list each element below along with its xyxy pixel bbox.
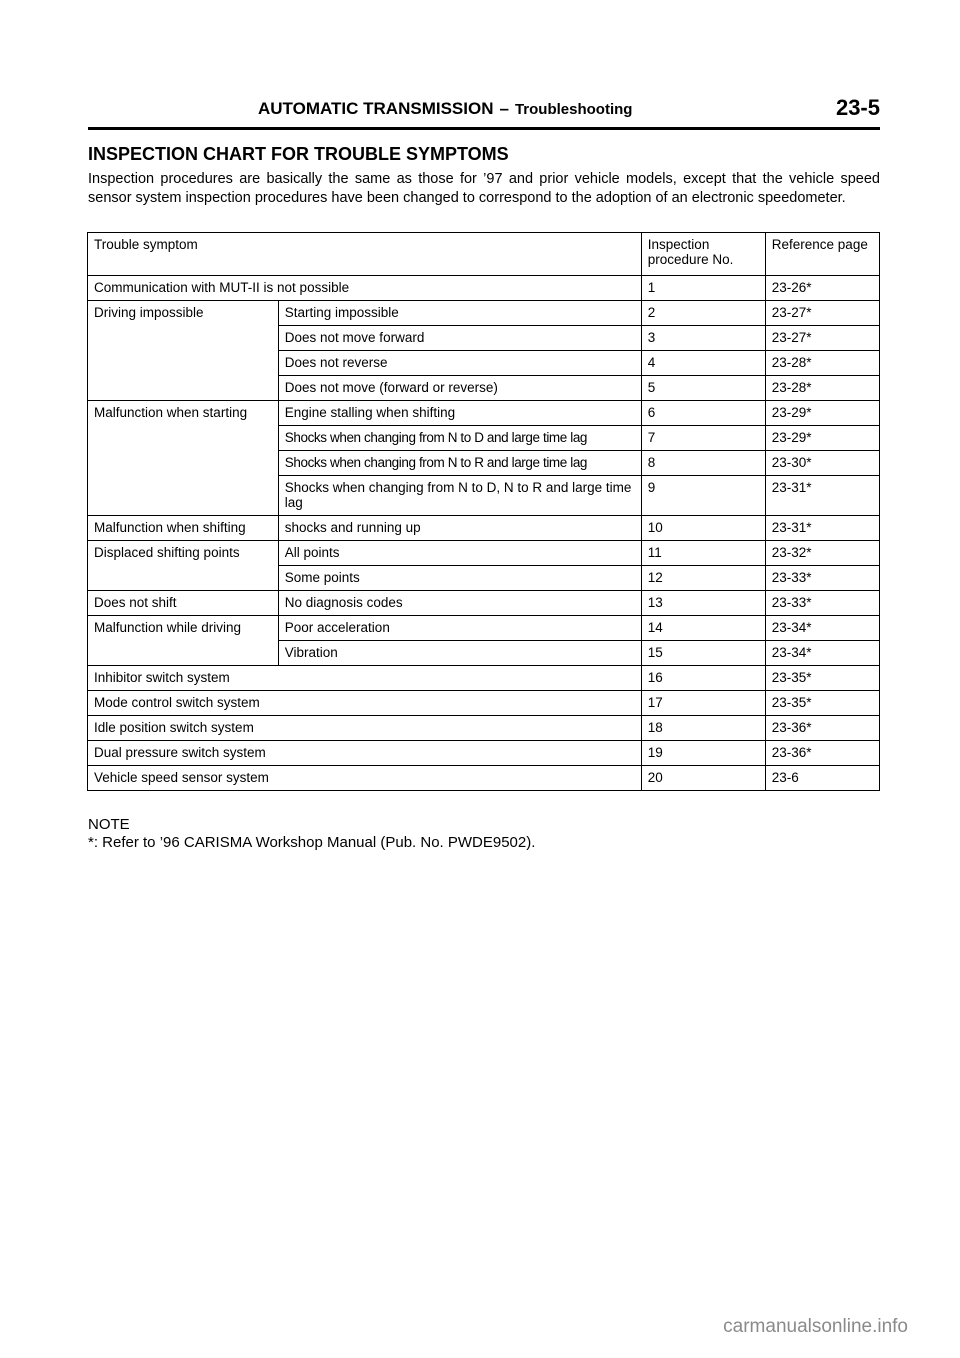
- reference-cell: 23-31*: [765, 476, 879, 516]
- table-row: [88, 276, 880, 301]
- header-reference-page: Reference page: [765, 233, 879, 276]
- table-row: [88, 666, 880, 691]
- watermark-text: carmanualsonline.info: [723, 1316, 908, 1337]
- reference-cell: 23-36*: [765, 716, 879, 741]
- detail-cell: Shocks when changing from N to R and large time lag: [278, 451, 641, 476]
- symptom-cell: Dual pressure switch system: [88, 741, 642, 766]
- reference-cell: 23-35*: [765, 691, 879, 716]
- reference-cell: 23-28*: [765, 351, 879, 376]
- reference-cell: 23-27*: [765, 326, 879, 351]
- procedure-no-cell: 5: [641, 376, 765, 401]
- symptom-cell: Idle position switch system: [88, 716, 642, 741]
- reference-cell: 23-29*: [765, 426, 879, 451]
- procedure-no-cell: 8: [641, 451, 765, 476]
- table-row: [88, 516, 880, 541]
- reference-cell: 23-27*: [765, 301, 879, 326]
- procedure-no-cell: 19: [641, 741, 765, 766]
- header-separator: –: [499, 99, 509, 118]
- inspection-chart-table: [87, 232, 880, 791]
- procedure-no-cell: 16: [641, 666, 765, 691]
- table-row: [88, 541, 880, 566]
- procedure-no-cell: 13: [641, 591, 765, 616]
- symptom-cell: Mode control switch system: [88, 691, 642, 716]
- symptom-group-cell: Displaced shifting points: [88, 541, 279, 591]
- table-row: [88, 716, 880, 741]
- page-header: [88, 95, 880, 130]
- header-subtitle: Troubleshooting: [514, 101, 633, 118]
- intro-paragraph: Inspection procedures are basically the same as those for ’97 and prior vehicle models, except that the vehicle speed sensor system inspection procedures have been changed to correspond to the adoption of an electronic speedometer.: [88, 171, 880, 206]
- symptom-cell: Inhibitor switch system: [88, 666, 642, 691]
- header-title: [258, 99, 632, 119]
- header-main-title: AUTOMATIC TRANSMISSION: [258, 99, 494, 118]
- reference-cell: 23-29*: [765, 401, 879, 426]
- detail-cell: Vibration: [278, 641, 641, 666]
- reference-cell: 23-30*: [765, 451, 879, 476]
- reference-cell: 23-36*: [765, 741, 879, 766]
- header-inspection-procedure: Inspection procedure No.: [641, 233, 765, 276]
- detail-cell: No diagnosis codes: [278, 591, 641, 616]
- table-row: [88, 741, 880, 766]
- note-text: *: Refer to ’96 CARISMA Workshop Manual (Pub. No. PWDE9502).: [88, 834, 536, 851]
- note-label: NOTE: [88, 816, 130, 833]
- procedure-no-cell: 4: [641, 351, 765, 376]
- table-row: [88, 401, 880, 426]
- reference-cell: 23-28*: [765, 376, 879, 401]
- detail-cell: Does not move (forward or reverse): [278, 376, 641, 401]
- detail-cell: All points: [278, 541, 641, 566]
- procedure-no-cell: 7: [641, 426, 765, 451]
- detail-cell: Does not move forward: [278, 326, 641, 351]
- detail-cell: Shocks when changing from N to D, N to R and large time lag: [278, 476, 641, 516]
- table-row: [88, 766, 880, 791]
- reference-cell: 23-34*: [765, 641, 879, 666]
- table-row: [88, 616, 880, 641]
- reference-cell: 23-33*: [765, 591, 879, 616]
- reference-cell: 23-32*: [765, 541, 879, 566]
- symptom-group-cell: Does not shift: [88, 591, 279, 616]
- section-title: INSPECTION CHART FOR TROUBLE SYMPTOMS: [88, 144, 509, 164]
- procedure-no-cell: 9: [641, 476, 765, 516]
- procedure-no-cell: 15: [641, 641, 765, 666]
- table-row: [88, 591, 880, 616]
- procedure-no-cell: 1: [641, 276, 765, 301]
- procedure-no-cell: 6: [641, 401, 765, 426]
- header-trouble-symptom: Trouble symptom: [88, 233, 642, 276]
- procedure-no-cell: 12: [641, 566, 765, 591]
- reference-cell: 23-33*: [765, 566, 879, 591]
- reference-cell: 23-6: [765, 766, 879, 791]
- detail-cell: Shocks when changing from N to D and large time lag: [278, 426, 641, 451]
- procedure-no-cell: 10: [641, 516, 765, 541]
- procedure-no-cell: 2: [641, 301, 765, 326]
- procedure-no-cell: 3: [641, 326, 765, 351]
- detail-cell: Engine stalling when shifting: [278, 401, 641, 426]
- reference-cell: 23-26*: [765, 276, 879, 301]
- symptom-cell: Communication with MUT-II is not possible: [88, 276, 642, 301]
- procedure-no-cell: 11: [641, 541, 765, 566]
- symptom-cell: Vehicle speed sensor system: [88, 766, 642, 791]
- detail-cell: shocks and running up: [278, 516, 641, 541]
- procedure-no-cell: 14: [641, 616, 765, 641]
- table-row: [88, 301, 880, 326]
- symptom-group-cell: Malfunction while driving: [88, 616, 279, 666]
- detail-cell: Does not reverse: [278, 351, 641, 376]
- detail-cell: Some points: [278, 566, 641, 591]
- reference-cell: 23-35*: [765, 666, 879, 691]
- symptom-group-cell: Driving impossible: [88, 301, 279, 401]
- table-header-row: [88, 233, 880, 276]
- detail-cell: Starting impossible: [278, 301, 641, 326]
- symptom-group-cell: Malfunction when shifting: [88, 516, 279, 541]
- reference-cell: 23-34*: [765, 616, 879, 641]
- page-number: 23-5: [835, 95, 880, 120]
- procedure-no-cell: 18: [641, 716, 765, 741]
- table-row: [88, 691, 880, 716]
- symptom-group-cell: Malfunction when starting: [88, 401, 279, 516]
- procedure-no-cell: 17: [641, 691, 765, 716]
- procedure-no-cell: 20: [641, 766, 765, 791]
- detail-cell: Poor acceleration: [278, 616, 641, 641]
- reference-cell: 23-31*: [765, 516, 879, 541]
